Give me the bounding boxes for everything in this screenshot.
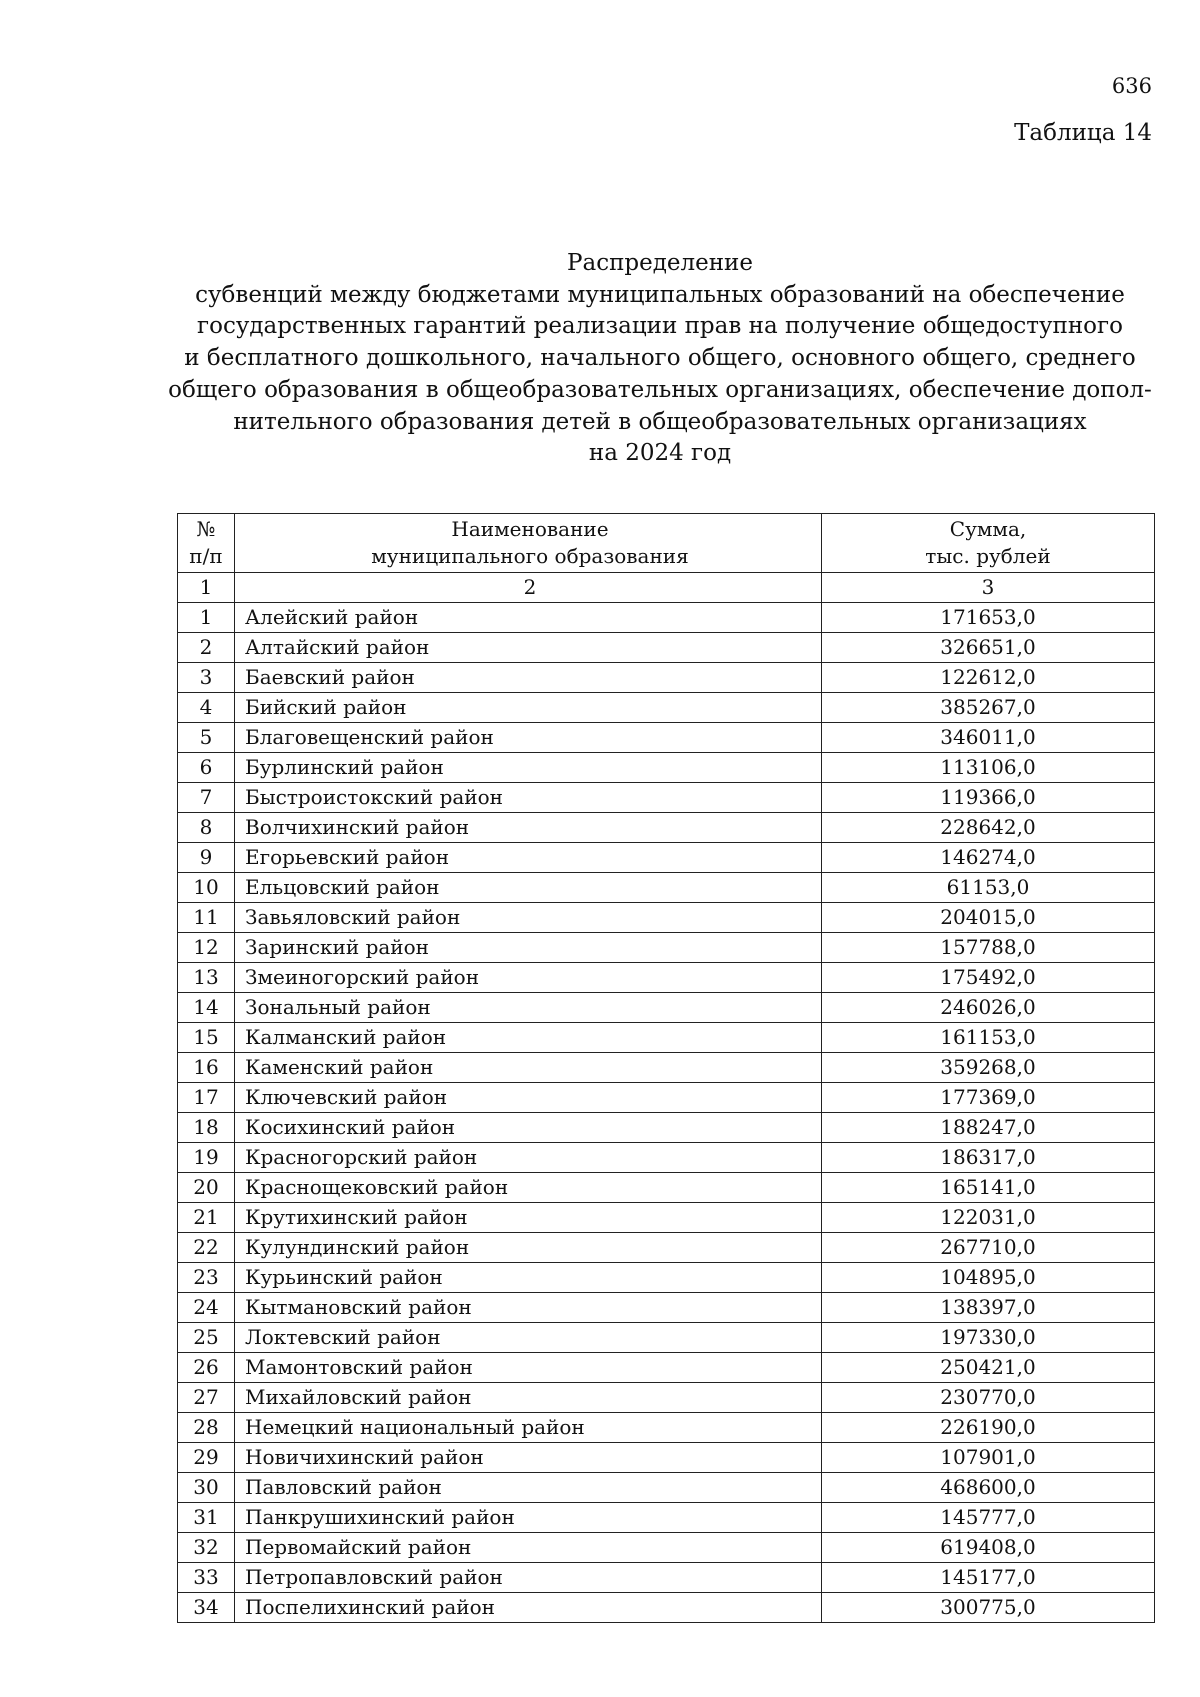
row-municipality-name: Ельцовский район	[235, 873, 822, 903]
table-row	[178, 843, 1155, 873]
row-municipality-name: Заринский район	[235, 933, 822, 963]
row-municipality-name: Бурлинский район	[235, 753, 822, 783]
row-municipality-name: Змеиногорский район	[235, 963, 822, 993]
header-name-line2: муниципального образования	[371, 544, 689, 568]
table-row	[178, 723, 1155, 753]
row-municipality-name: Крутихинский район	[235, 1203, 822, 1233]
table-row	[178, 1443, 1155, 1473]
row-number: 13	[178, 963, 235, 993]
row-number: 30	[178, 1473, 235, 1503]
row-number: 17	[178, 1083, 235, 1113]
table-row	[178, 933, 1155, 963]
row-sum: 226190,0	[822, 1413, 1155, 1443]
table-row	[178, 1593, 1155, 1623]
row-sum: 177369,0	[822, 1083, 1155, 1113]
row-municipality-name: Бийский район	[235, 693, 822, 723]
title-line: и бесплатного дошкольного, начального общего, основного общего, среднего	[184, 345, 1136, 372]
row-number: 29	[178, 1443, 235, 1473]
header-sum-line1: Сумма,	[949, 517, 1027, 541]
row-number: 16	[178, 1053, 235, 1083]
row-number: 12	[178, 933, 235, 963]
row-municipality-name: Баевский район	[235, 663, 822, 693]
header-sum-line2: тыс. рублей	[925, 544, 1051, 568]
row-number: 26	[178, 1353, 235, 1383]
table-row	[178, 1053, 1155, 1083]
table-row	[178, 1143, 1155, 1173]
row-number: 11	[178, 903, 235, 933]
row-sum: 300775,0	[822, 1593, 1155, 1623]
row-number: 28	[178, 1413, 235, 1443]
page-number: 636	[1111, 74, 1152, 98]
table-row	[178, 1023, 1155, 1053]
title-line: общего образования в общеобразовательных организациях, обеспечение допол-	[168, 376, 1152, 403]
title-line: на 2024 год	[588, 440, 732, 467]
row-municipality-name: Кулундинский район	[235, 1233, 822, 1263]
title-line: государственных гарантий реализации прав на получение общедоступного	[197, 313, 1123, 340]
row-number: 18	[178, 1113, 235, 1143]
row-municipality-name: Алейский район	[235, 603, 822, 633]
table-row	[178, 1413, 1155, 1443]
row-number: 10	[178, 873, 235, 903]
row-municipality-name: Петропавловский район	[235, 1563, 822, 1593]
table-row	[178, 783, 1155, 813]
row-number: 5	[178, 723, 235, 753]
table-row	[178, 1503, 1155, 1533]
header-number-line1: №	[196, 517, 216, 541]
table-row	[178, 1563, 1155, 1593]
row-number: 2	[178, 633, 235, 663]
row-sum: 146274,0	[822, 843, 1155, 873]
row-sum: 145777,0	[822, 1503, 1155, 1533]
row-number: 33	[178, 1563, 235, 1593]
row-municipality-name: Зональный район	[235, 993, 822, 1023]
row-sum: 326651,0	[822, 633, 1155, 663]
column-number-3: 3	[822, 573, 1155, 603]
row-sum: 197330,0	[822, 1323, 1155, 1353]
row-sum: 138397,0	[822, 1293, 1155, 1323]
row-number: 4	[178, 693, 235, 723]
row-sum: 204015,0	[822, 903, 1155, 933]
row-municipality-name: Егорьевский район	[235, 843, 822, 873]
column-number-1: 1	[178, 573, 235, 603]
row-number: 9	[178, 843, 235, 873]
row-municipality-name: Быстроистокский район	[235, 783, 822, 813]
row-municipality-name: Каменский район	[235, 1053, 822, 1083]
row-sum: 107901,0	[822, 1443, 1155, 1473]
title-line: нительного образования детей в общеобразовательных организациях	[233, 408, 1087, 435]
row-municipality-name: Михайловский район	[235, 1383, 822, 1413]
row-municipality-name: Поспелихинский район	[235, 1593, 822, 1623]
row-number: 32	[178, 1533, 235, 1563]
row-municipality-name: Павловский район	[235, 1473, 822, 1503]
column-number-row	[178, 573, 1155, 603]
row-number: 24	[178, 1293, 235, 1323]
row-municipality-name: Новичихинский район	[235, 1443, 822, 1473]
table-row	[178, 1263, 1155, 1293]
document-title	[160, 248, 1160, 470]
table-row	[178, 663, 1155, 693]
row-sum: 161153,0	[822, 1023, 1155, 1053]
table-row	[178, 873, 1155, 903]
row-number: 23	[178, 1263, 235, 1293]
row-sum: 122031,0	[822, 1203, 1155, 1233]
table-row	[178, 993, 1155, 1023]
row-number: 8	[178, 813, 235, 843]
row-sum: 119366,0	[822, 783, 1155, 813]
row-sum: 385267,0	[822, 693, 1155, 723]
row-sum: 246026,0	[822, 993, 1155, 1023]
row-number: 3	[178, 663, 235, 693]
row-sum: 250421,0	[822, 1353, 1155, 1383]
row-municipality-name: Завьяловский район	[235, 903, 822, 933]
row-municipality-name: Панкрушихинский район	[235, 1503, 822, 1533]
row-municipality-name: Косихинский район	[235, 1113, 822, 1143]
row-sum: 619408,0	[822, 1533, 1155, 1563]
row-number: 15	[178, 1023, 235, 1053]
row-municipality-name: Краснощековский район	[235, 1173, 822, 1203]
header-number-line2: п/п	[189, 544, 223, 568]
row-sum: 468600,0	[822, 1473, 1155, 1503]
row-sum: 175492,0	[822, 963, 1155, 993]
row-sum: 228642,0	[822, 813, 1155, 843]
row-number: 7	[178, 783, 235, 813]
table-row	[178, 1113, 1155, 1143]
table-row	[178, 813, 1155, 843]
row-number: 1	[178, 603, 235, 633]
table-row	[178, 1473, 1155, 1503]
table-row	[178, 1323, 1155, 1353]
row-municipality-name: Калманский район	[235, 1023, 822, 1053]
row-municipality-name: Мамонтовский район	[235, 1353, 822, 1383]
row-sum: 61153,0	[822, 873, 1155, 903]
row-municipality-name: Курьинский район	[235, 1263, 822, 1293]
row-number: 6	[178, 753, 235, 783]
table-row	[178, 603, 1155, 633]
header-sum	[822, 514, 1155, 573]
row-number: 31	[178, 1503, 235, 1533]
row-municipality-name: Ключевский район	[235, 1083, 822, 1113]
row-number: 19	[178, 1143, 235, 1173]
header-number	[178, 514, 235, 573]
table-row	[178, 1203, 1155, 1233]
table-header-row	[178, 514, 1155, 573]
table-row	[178, 1173, 1155, 1203]
table-row	[178, 963, 1155, 993]
table-row	[178, 1083, 1155, 1113]
row-municipality-name: Красногорский район	[235, 1143, 822, 1173]
table-row	[178, 633, 1155, 663]
row-sum: 186317,0	[822, 1143, 1155, 1173]
row-municipality-name: Первомайский район	[235, 1533, 822, 1563]
table-row	[178, 1383, 1155, 1413]
row-sum: 165141,0	[822, 1173, 1155, 1203]
row-municipality-name: Алтайский район	[235, 633, 822, 663]
title-line: субвенций между бюджетами муниципальных образований на обеспечение	[195, 281, 1125, 308]
row-number: 25	[178, 1323, 235, 1353]
row-municipality-name: Благовещенский район	[235, 723, 822, 753]
row-number: 34	[178, 1593, 235, 1623]
table-row	[178, 1533, 1155, 1563]
header-name-line1: Наименование	[451, 517, 609, 541]
table-row	[178, 1353, 1155, 1383]
row-sum: 104895,0	[822, 1263, 1155, 1293]
header-name	[235, 514, 822, 573]
table-body	[178, 603, 1155, 1623]
table-row	[178, 903, 1155, 933]
distribution-table	[177, 513, 1155, 1623]
row-sum: 157788,0	[822, 933, 1155, 963]
row-municipality-name: Волчихинский район	[235, 813, 822, 843]
title-line: Распределение	[567, 250, 753, 276]
row-number: 21	[178, 1203, 235, 1233]
row-sum: 359268,0	[822, 1053, 1155, 1083]
column-number-2: 2	[235, 573, 822, 603]
table-row	[178, 753, 1155, 783]
row-sum: 145177,0	[822, 1563, 1155, 1593]
table-row	[178, 1293, 1155, 1323]
table-row	[178, 693, 1155, 723]
row-sum: 188247,0	[822, 1113, 1155, 1143]
row-sum: 171653,0	[822, 603, 1155, 633]
row-sum: 267710,0	[822, 1233, 1155, 1263]
row-number: 20	[178, 1173, 235, 1203]
row-sum: 230770,0	[822, 1383, 1155, 1413]
row-number: 27	[178, 1383, 235, 1413]
row-sum: 122612,0	[822, 663, 1155, 693]
row-municipality-name: Кытмановский район	[235, 1293, 822, 1323]
row-sum: 113106,0	[822, 753, 1155, 783]
row-number: 22	[178, 1233, 235, 1263]
row-number: 14	[178, 993, 235, 1023]
row-municipality-name: Немецкий национальный район	[235, 1413, 822, 1443]
row-sum: 346011,0	[822, 723, 1155, 753]
table-label: Таблица 14	[1014, 120, 1152, 146]
table-row	[178, 1233, 1155, 1263]
row-municipality-name: Локтевский район	[235, 1323, 822, 1353]
